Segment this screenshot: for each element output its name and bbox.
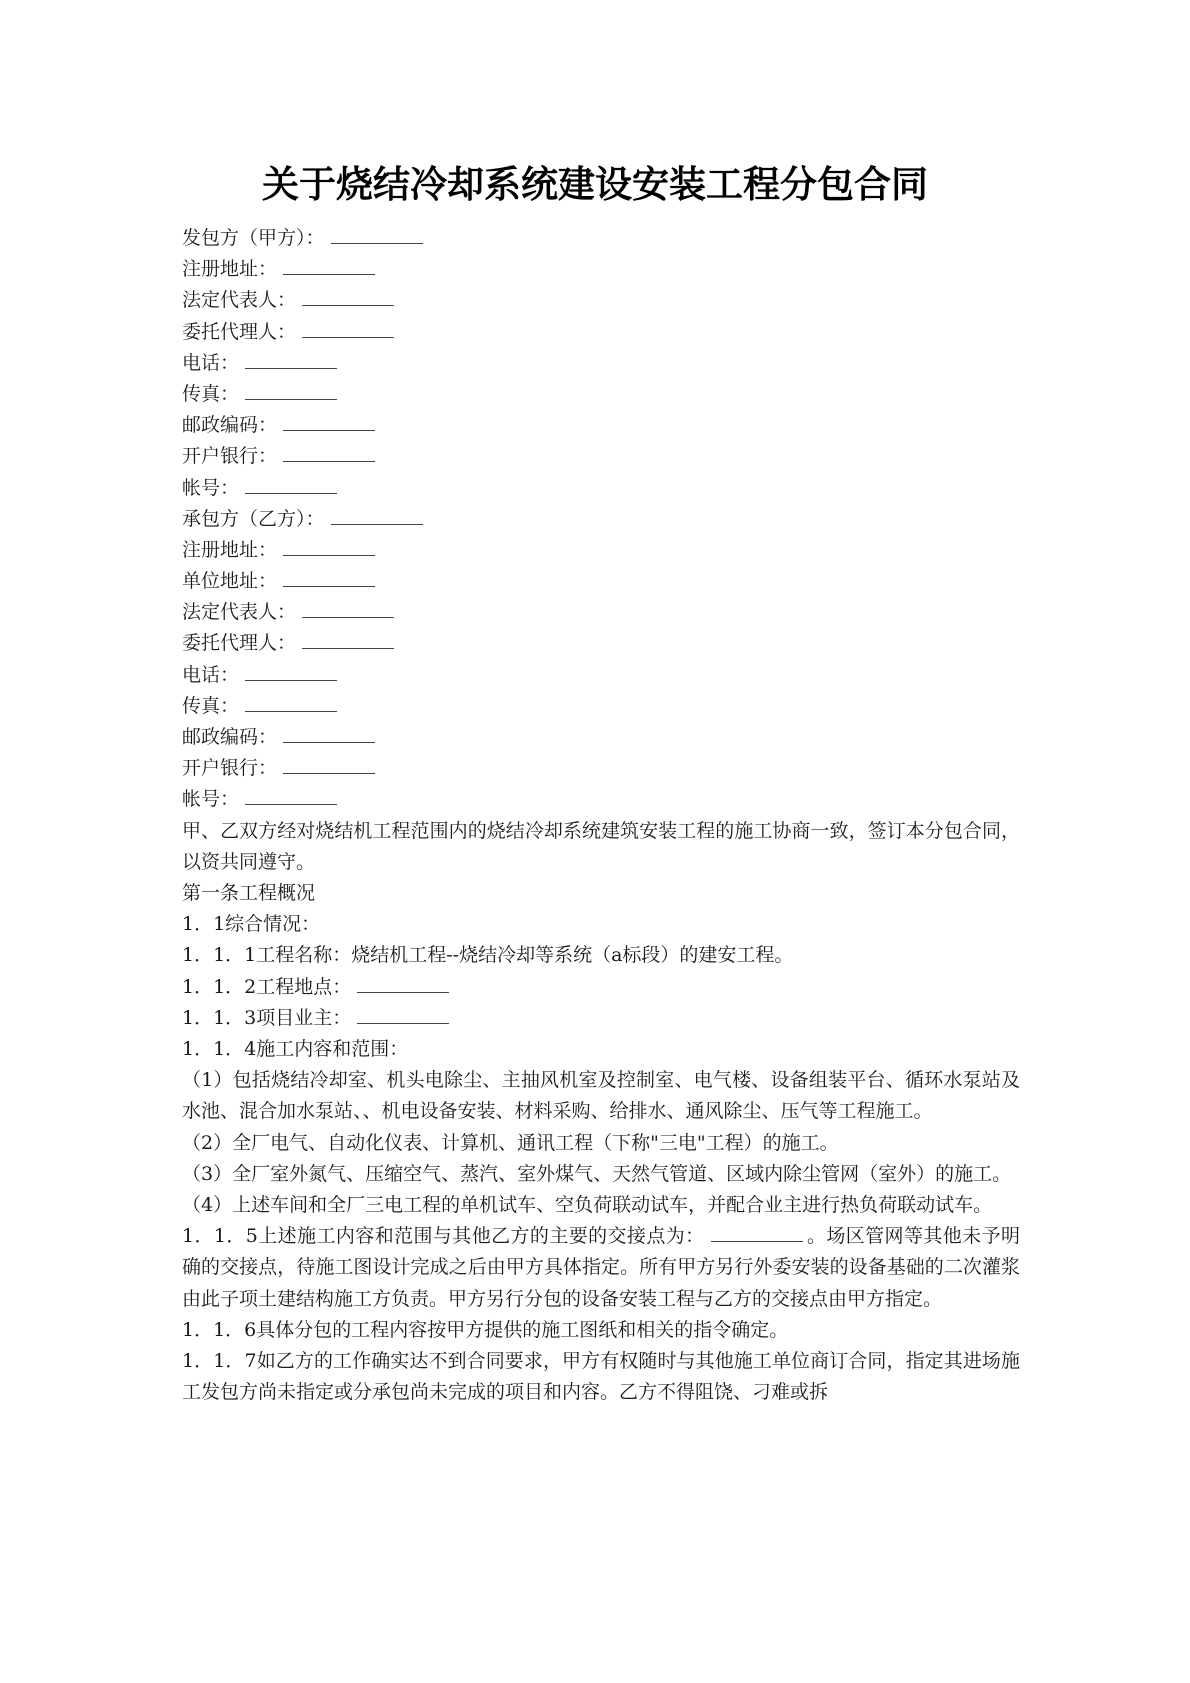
section-1-1-3 bbox=[182, 1003, 1020, 1034]
section-1-1-6: 1．1．6具体分包的工程内容按甲方提供的施工图纸和相关的指令确定。 bbox=[182, 1318, 789, 1341]
section-1-1-4: 1．1．4施工内容和范围： bbox=[182, 1037, 409, 1060]
blank-field bbox=[245, 803, 337, 805]
party-b-field bbox=[182, 722, 1020, 753]
field-label: 单位地址： bbox=[182, 570, 278, 593]
party-a-field bbox=[182, 410, 1020, 441]
party-a-line bbox=[182, 223, 1020, 254]
blank-field bbox=[245, 679, 337, 681]
blank-field bbox=[711, 1240, 803, 1242]
field-label: 委托代理人： bbox=[182, 632, 297, 655]
party-b-field bbox=[182, 628, 1020, 659]
section-1-1: 1．1综合情况： bbox=[182, 913, 321, 936]
party-a-field bbox=[182, 473, 1020, 504]
blank-field bbox=[245, 398, 337, 400]
field-label: 法定代表人： bbox=[182, 289, 297, 312]
section-text: 1．1．5上述施工内容和范围与其他乙方的主要的交接点为： bbox=[182, 1225, 705, 1248]
field-label: 委托代理人： bbox=[182, 320, 297, 343]
blank-field bbox=[283, 741, 375, 743]
blank-field bbox=[245, 492, 337, 494]
party-a-label: 发包方（甲方）： bbox=[182, 227, 325, 249]
field-label: 法定代表人： bbox=[182, 601, 297, 624]
section-label: 1．1．3项目业主： bbox=[182, 1006, 352, 1029]
field-label: 电话： bbox=[182, 663, 240, 686]
blank-field bbox=[331, 523, 423, 525]
field-label: 注册地址： bbox=[182, 538, 278, 561]
party-b-field bbox=[182, 535, 1020, 566]
article-heading: 第一条工程概况 bbox=[182, 881, 316, 904]
blank-field bbox=[283, 273, 375, 275]
blank-field bbox=[357, 991, 449, 993]
scope-item-1: （1）包括烧结冷却室、机头电除尘、主抽风机室及控制室、电气楼、设备组装平台、循环水泵站及水池、混合加水泵站、、机电设备安装、材料采购、给排水、通风除尘、压气等工程施工。 bbox=[182, 1069, 1020, 1123]
party-b-field bbox=[182, 566, 1020, 597]
scope-item-3: （3）全厂室外氮气、压缩空气、蒸汽、室外煤气、天然气管道、区域内除尘管网（室外）的施工。 bbox=[182, 1162, 1012, 1185]
party-b-field bbox=[182, 660, 1020, 691]
blank-field bbox=[283, 585, 375, 587]
scope-item-2: （2）全厂电气、自动化仪表、计算机、通讯工程（下称"三电"工程）的施工。 bbox=[182, 1131, 839, 1154]
blank-field bbox=[245, 367, 337, 369]
blank-field bbox=[283, 554, 375, 556]
blank-field bbox=[302, 647, 394, 649]
party-b-field bbox=[182, 691, 1020, 722]
party-a-field bbox=[182, 441, 1020, 472]
blank-field bbox=[302, 616, 394, 618]
party-a-field bbox=[182, 348, 1020, 379]
blank-field bbox=[302, 304, 394, 306]
field-label: 开户银行： bbox=[182, 445, 278, 468]
field-label: 电话： bbox=[182, 351, 240, 374]
party-b-field bbox=[182, 784, 1020, 815]
blank-field bbox=[283, 460, 375, 462]
section-label: 1．1．2工程地点： bbox=[182, 975, 352, 998]
section-1-1-2 bbox=[182, 972, 1020, 1003]
party-a-field bbox=[182, 254, 1020, 285]
section-1-1-1: 1．1．1工程名称：烧结机工程--烧结冷却等系统（a标段）的建安工程。 bbox=[182, 944, 794, 967]
party-b-label: 承包方（乙方）： bbox=[182, 507, 325, 530]
field-label: 邮政编码： bbox=[182, 726, 278, 748]
document-title: 关于烧结冷却系统建设安装工程分包合同 bbox=[262, 163, 928, 206]
blank-field bbox=[302, 336, 394, 338]
preamble-paragraph: 甲、乙双方经对烧结机工程范围内的烧结冷却系统建筑安装工程的施工协商一致，签订本分包合同，以资共同遵守。 bbox=[182, 819, 1020, 873]
field-label: 传真： bbox=[182, 382, 240, 405]
section-1-1-7: 1．1．7如乙方的工作确实达不到合同要求，甲方有权随时与其他施工单位商订合同，指定其进场施工发包方尚未指定或分承包尚未完成的项目和内容。乙方不得阻饶、刁难或拆 bbox=[182, 1349, 1020, 1404]
section-1-1-5 bbox=[182, 1221, 1020, 1315]
field-label: 传真： bbox=[182, 694, 240, 717]
field-label: 帐号： bbox=[182, 476, 240, 499]
scope-item-4: （4）上述车间和全厂三电工程的单机试车、空负荷联动试车，并配合业主进行热负荷联动试车。 bbox=[182, 1193, 993, 1216]
blank-field bbox=[245, 710, 337, 712]
party-a-field bbox=[182, 285, 1020, 316]
field-label: 帐号： bbox=[182, 788, 240, 811]
blank-field bbox=[357, 1022, 449, 1024]
party-a-field bbox=[182, 317, 1020, 348]
blank-field bbox=[283, 429, 375, 431]
blank-field bbox=[283, 772, 375, 774]
field-label: 开户银行： bbox=[182, 757, 278, 780]
party-a-field bbox=[182, 379, 1020, 410]
section-text: 。场区管网等其他未予明确的交接点，待施工图设计完成之后由甲方具体指定。所有甲方另行外委安装的设备基础的二次灌浆由此子项土建结构施工方负责。甲方另行分包的设备安装工程与乙方的交接点由甲方指定。 bbox=[182, 1225, 1020, 1310]
party-b-field bbox=[182, 753, 1020, 784]
field-label: 注册地址： bbox=[182, 258, 278, 281]
document-body bbox=[182, 223, 1020, 1408]
party-b-field bbox=[182, 597, 1020, 628]
party-b-line bbox=[182, 504, 1020, 535]
blank-field bbox=[331, 242, 423, 244]
field-label: 邮政编码： bbox=[182, 414, 278, 437]
